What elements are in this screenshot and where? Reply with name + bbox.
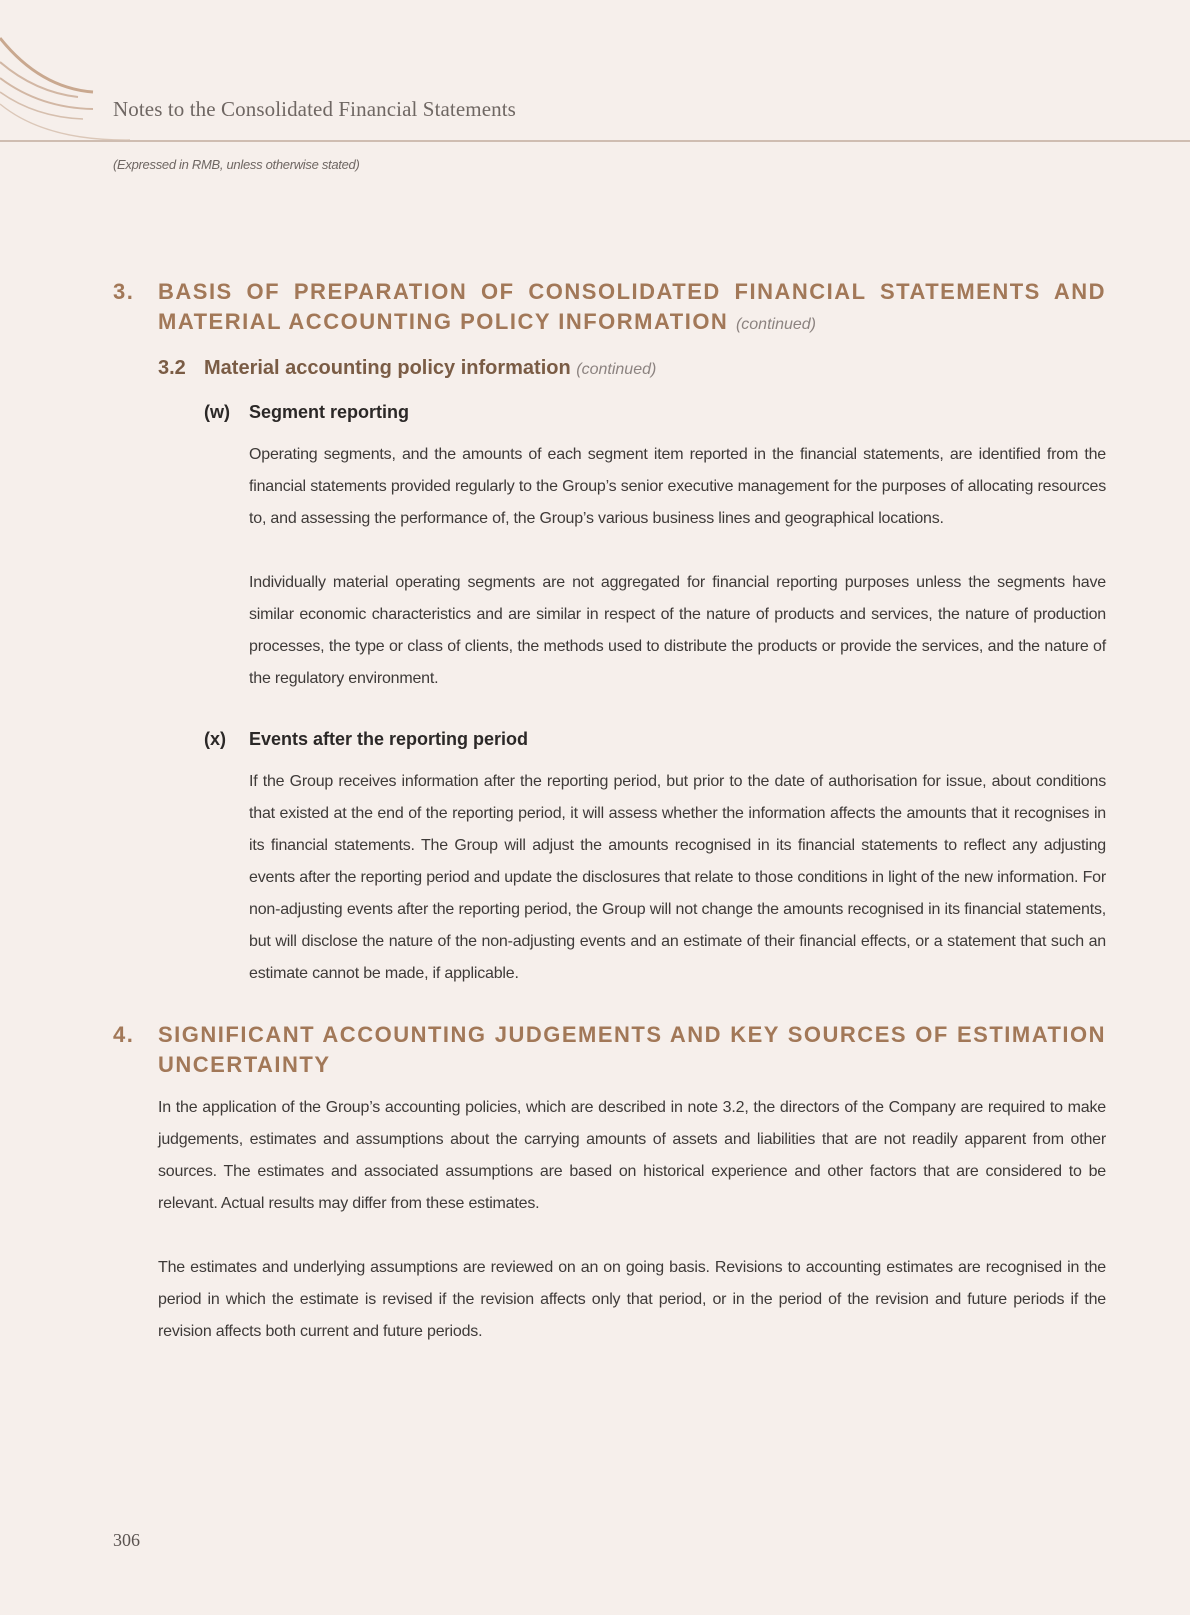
section-3-heading — [113, 277, 1106, 340]
page-number: 306 — [113, 1530, 140, 1550]
item-title: Events after the reporting period — [249, 729, 529, 749]
header-divider — [0, 140, 1190, 142]
paragraph: Individually material operating segments are not aggregated for financial reporting purposes unless the segments have similar economic characteristics and are similar in respect of the nature of products and services, the nature of production processes, the type or class of clients, the methods used to distribute the products or provide the services, and the nature of the regulatory environment. — [249, 574, 1106, 687]
paragraph: If the Group receives information after the reporting period, but prior to the date of authorisation for issue, about conditions that existed at the end of the reporting period, it will assess whether the information affects the amounts that it recognises in its financial statements. The Group will adjust the amounts recognised in its financial statements to reflect any adjusting events after the reporting period and update the disclosures that relate to those conditions in light of the new information. For non-adjusting events after the reporting period, the Group will not change the amounts recognised in its financial statements, but will disclose the nature of the non-adjusting events and an estimate of their financial effects, or a statement that such an estimate cannot be made, if applicable. — [249, 773, 1106, 982]
paragraph: In the application of the Group’s accounting policies, which are described in note 3.2, the directors of the Company are required to make judgements, estimates and assumptions about the carrying amounts of assets and liabilities that are not readily apparent from other sources. The estimates and associated assumptions are based on historical experience and other factors that are considered to be relevant. Actual results may differ from these estimates. — [158, 1099, 1106, 1212]
page-content — [113, 277, 1106, 1348]
section-title: SIGNIFICANT ACCOUNTING JUDGEMENTS AND KEY SOURCES OF ESTIMATION UNCERTAINTY — [158, 1022, 1106, 1077]
currency-note: (Expressed in RMB, unless otherwise stated) — [113, 157, 360, 172]
section-number: 4. — [113, 1022, 135, 1047]
continued-label: (continued) — [576, 361, 657, 378]
item-label: (w) — [204, 402, 230, 422]
item-label: (x) — [204, 729, 226, 749]
item-title: Segment reporting — [249, 402, 410, 422]
subsection-title: Material accounting policy information — [204, 357, 571, 379]
paragraph: The estimates and underlying assumptions are reviewed on an on going basis. Revisions to accounting estimates are recognised in the period in which the estimate is revised if the revision affects only that period, or in the period of the revision and future periods if the revision affects both current and future periods. — [158, 1259, 1106, 1340]
running-header-title: Notes to the Consolidated Financial Statements — [113, 97, 516, 121]
subsection-heading — [158, 354, 1106, 384]
section-4-heading — [113, 1020, 1106, 1080]
continued-label: (continued) — [735, 316, 816, 333]
section-title — [158, 277, 1106, 340]
item-heading-segment-reporting — [204, 398, 1106, 426]
subsection-number: 3.2 — [158, 357, 186, 379]
section-title-text: BASIS OF PREPARATION OF CONSOLIDATED FINANCIAL STATEMENTS AND MATERIAL ACCOUNTING POLICY INFORMATION — [158, 279, 1106, 334]
decorative-arcs-icon — [0, 0, 130, 150]
paragraph: Operating segments, and the amounts of each segment item reported in the financial statements, are identified from the financial statements provided regularly to the Group’s senior executive management for the purposes of allocating resources to, and assessing the performance of, the Group’s various business lines and geographical locations. — [249, 446, 1106, 527]
item-heading-events-after-reporting-period — [204, 725, 1106, 753]
section-number: 3. — [113, 279, 135, 304]
